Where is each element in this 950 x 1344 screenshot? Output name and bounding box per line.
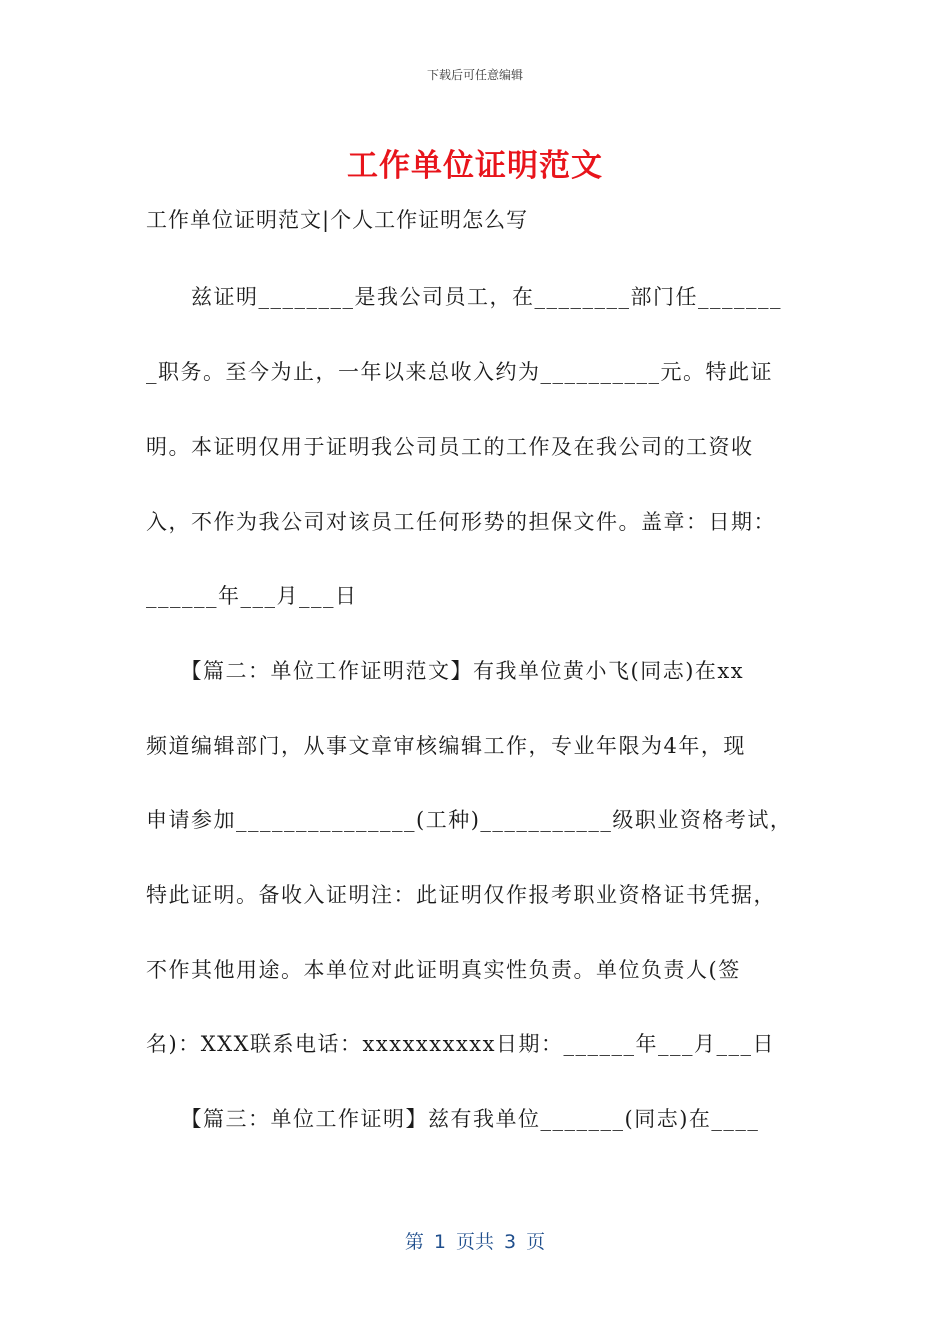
body-line: 名)：XXX联系电话：xxxxxxxxxx日期：______年___月___日 bbox=[146, 1032, 775, 1056]
body-line: 明。本证明仅用于证明我公司员工的工作及在我公司的工资收 bbox=[146, 435, 754, 459]
body-line: ______年___月___日 bbox=[146, 584, 358, 608]
page-header-note: 下载后可任意编辑 bbox=[426, 68, 523, 82]
body-line: 【篇二：单位工作证明范文】有我单位黄小飞(同志)在xx bbox=[146, 659, 745, 683]
body-line: 【篇三：单位工作证明】兹有我单位_______(同志)在____ bbox=[146, 1107, 760, 1131]
body-line: 特此证明。备收入证明注：此证明仅作报考职业资格证书凭据， bbox=[146, 883, 776, 907]
document-subtitle: 工作单位证明范文|个人工作证明怎么写 bbox=[146, 208, 529, 232]
body-line: 申请参加_______________(工种)___________级职业资格考试， bbox=[146, 808, 793, 832]
body-line: 兹证明________是我公司员工，在________部门任_______ bbox=[146, 285, 782, 309]
body-line: _职务。至今为止，一年以来总收入约为__________元。特此证 bbox=[146, 360, 773, 384]
body-line: 不作其他用途。本单位对此证明真实性负责。单位负责人(签 bbox=[146, 958, 741, 982]
body-line: 入，不作为我公司对该员工任何形势的担保文件。盖章：日期： bbox=[146, 510, 776, 534]
document-title: 工作单位证明范文 bbox=[347, 148, 603, 184]
body-line: 频道编辑部门，从事文章审核编辑工作，专业年限为4年，现 bbox=[146, 734, 746, 758]
page-number-indicator: 第 1 页共 3 页 bbox=[404, 1231, 546, 1253]
